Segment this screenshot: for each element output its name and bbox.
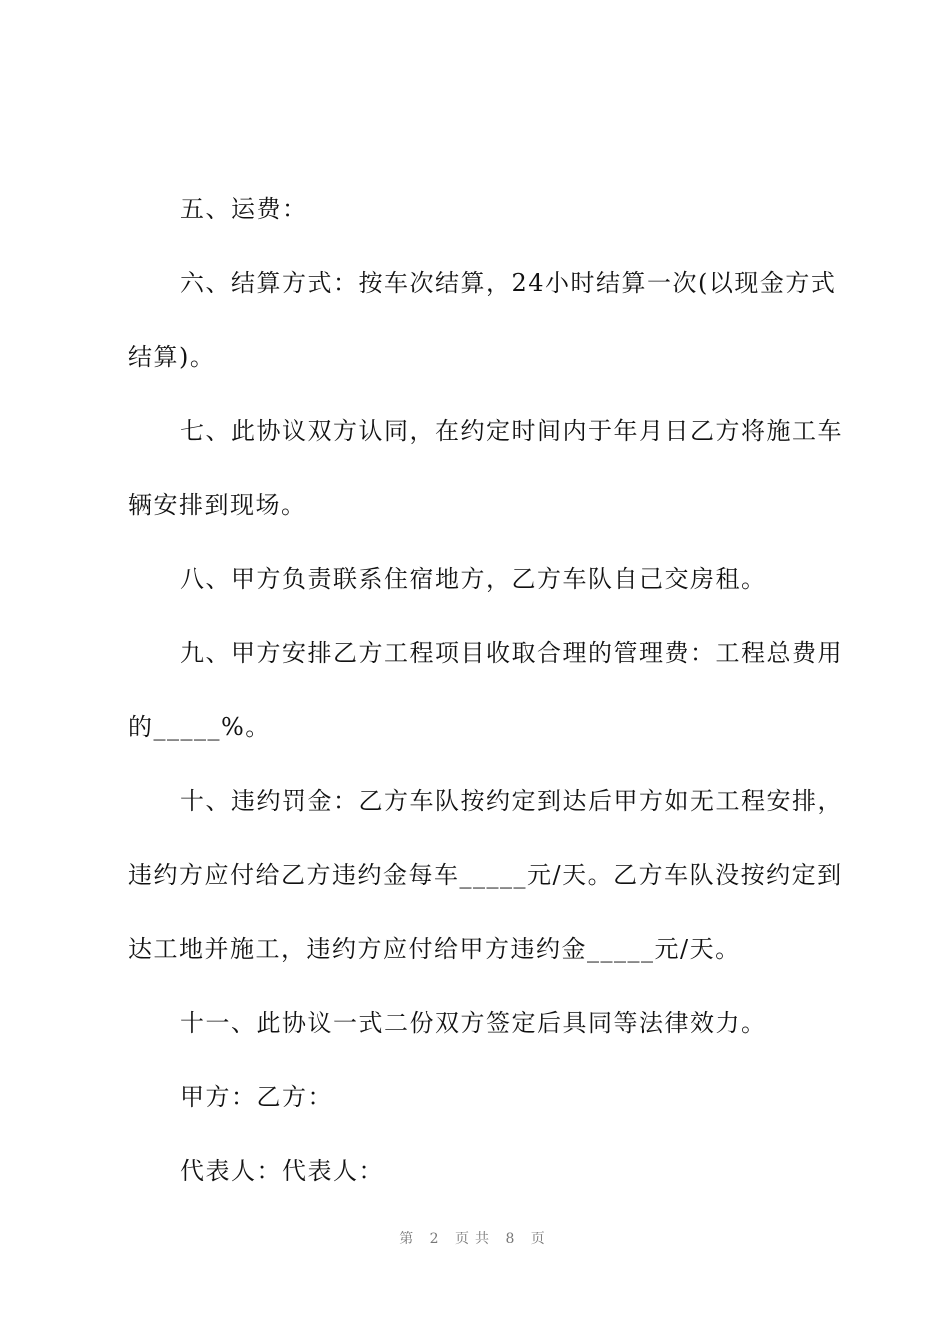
- paragraph-penalty: 十、违约罚金：乙方车队按约定到达后甲方如无工程安排，违约方应付给乙方违约金每车_____元/天。乙方车队没按约定到达工地并施工，违约方应付给甲方违约金_____元/天。: [128, 787, 843, 963]
- paragraph-accommodation: 八、甲方负责联系住宿地方，乙方车队自己交房租。: [180, 565, 767, 593]
- paragraph-agreement-schedule: 七、此协议双方认同，在约定时间内于年月日乙方将施工车辆安排到现场。: [128, 417, 843, 519]
- document-body: [128, 172, 848, 1208]
- paragraph-copies: 十一、此协议一式二份双方签定后具同等法律效力。: [180, 1009, 767, 1037]
- paragraph-freight: 五、运费：: [180, 195, 308, 223]
- paragraph-representatives: 代表人：代表人：: [180, 1157, 384, 1185]
- page-number-footer: 第 2 页共 8 页: [399, 1231, 551, 1247]
- paragraph-parties: 甲方：乙方：: [180, 1083, 333, 1111]
- paragraph-management-fee: 九、甲方安排乙方工程项目收取合理的管理费：工程总费用的_____%。: [128, 639, 843, 741]
- paragraph-settlement: 六、结算方式：按车次结算，24小时结算一次(以现金方式结算)。: [128, 269, 837, 371]
